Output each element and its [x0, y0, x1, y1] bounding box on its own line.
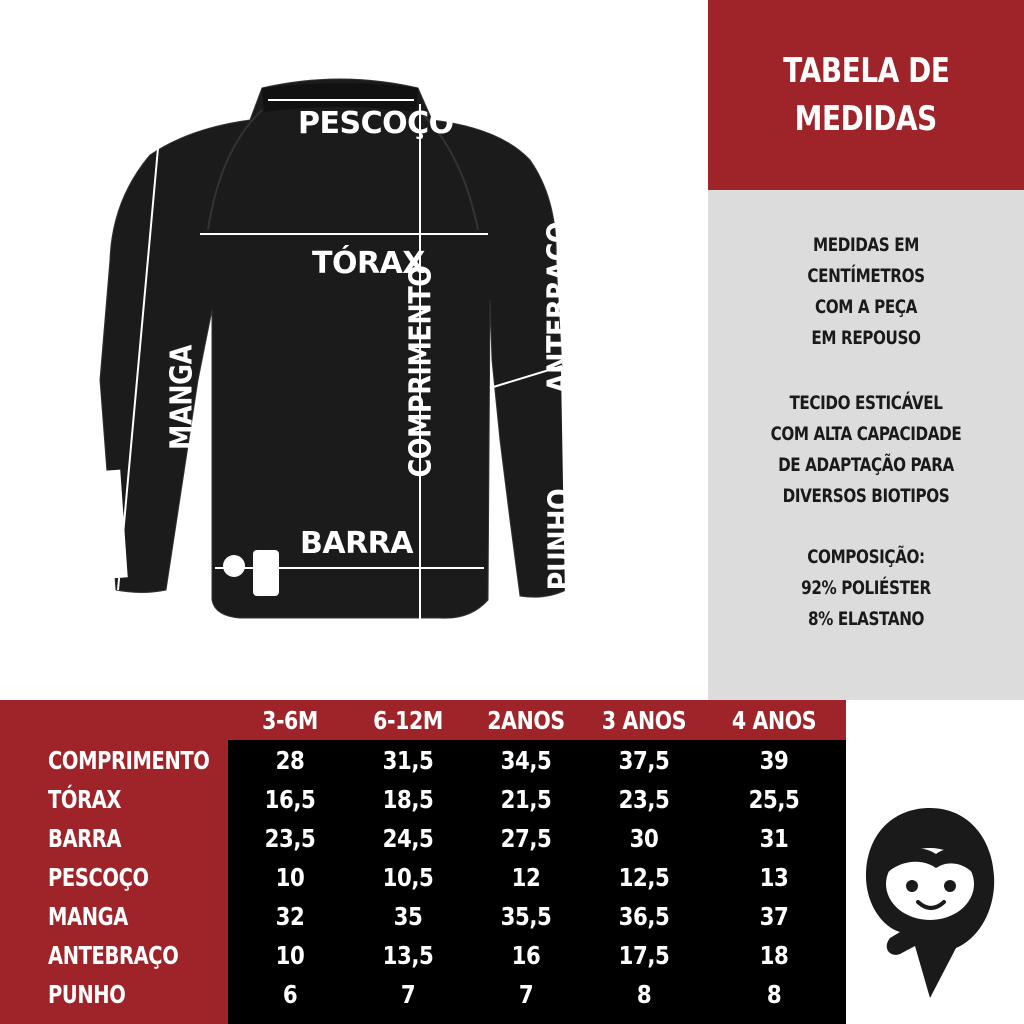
- row-label: PESCOÇO: [48, 863, 149, 892]
- table-cell: 7: [400, 980, 416, 1009]
- table-cell: 36,5: [618, 902, 670, 931]
- table-cell: 31: [759, 824, 789, 853]
- column-header: 6-12M: [373, 706, 443, 735]
- cuff-label: PUNHO: [542, 488, 578, 591]
- info-units: [708, 230, 1024, 354]
- table-cell: 39: [759, 746, 789, 775]
- hem-label: BARRA: [300, 526, 414, 561]
- chest-label: TÓRAX: [312, 246, 425, 281]
- table-cell: 6: [282, 980, 298, 1009]
- info-line: CENTÍMETROS: [807, 265, 925, 287]
- table-cell: 31,5: [382, 746, 434, 775]
- neck-label: PESCOÇO: [298, 106, 454, 141]
- table-cell: 23,5: [264, 824, 316, 853]
- table-cell: 18: [759, 941, 789, 970]
- table-cell: 12: [511, 863, 541, 892]
- row-label: MANGA: [48, 902, 128, 931]
- tempestal-mascot-icon: [860, 798, 1000, 998]
- info-line: MEDIDAS EM: [813, 234, 919, 256]
- table-cell: 37,5: [618, 746, 670, 775]
- info-line: 92% POLIÉSTER: [801, 577, 931, 599]
- column-header: 4 ANOS: [731, 706, 817, 735]
- info-composition: [708, 542, 1024, 635]
- table-cell: 13,5: [382, 941, 434, 970]
- table-cell: 7: [518, 980, 534, 1009]
- info-line: COMPOSIÇÃO:: [807, 546, 925, 568]
- info-line: EM REPOUSO: [811, 327, 921, 349]
- column-header: 3 ANOS: [601, 706, 687, 735]
- info-panel: [708, 190, 1024, 700]
- table-cell: 16,5: [264, 785, 316, 814]
- info-line: COM ALTA CAPACIDADE: [770, 423, 962, 445]
- shirt-drawing: [0, 0, 708, 700]
- info-line: DIVERSOS BIOTIPOS: [782, 485, 950, 507]
- table-cell: 10: [275, 941, 305, 970]
- title-line-1: TABELA DE: [782, 51, 950, 91]
- table-cell: 35: [393, 902, 423, 931]
- info-line: DE ADAPTAÇÃO PARA: [778, 454, 954, 476]
- table-cell: 16: [511, 941, 541, 970]
- table-cell: 37: [759, 902, 789, 931]
- title-box: [708, 0, 1024, 190]
- table-cell: 35,5: [500, 902, 552, 931]
- table-cell: 8: [636, 980, 652, 1009]
- column-header: 3-6M: [262, 706, 318, 735]
- shirt-illustration: [0, 0, 708, 700]
- sleeve-label: MANGA: [164, 344, 200, 451]
- table-cell: 17,5: [618, 941, 670, 970]
- info-line: 8% ELASTANO: [807, 608, 925, 630]
- table-cell: 28: [275, 746, 305, 775]
- info-line: TECIDO ESTICÁVEL: [789, 392, 943, 414]
- row-label: COMPRIMENTO: [48, 746, 210, 775]
- table-cell: 25,5: [748, 785, 800, 814]
- table-cell: 18,5: [382, 785, 434, 814]
- table-cell: 8: [766, 980, 782, 1009]
- table-cell: 32: [275, 902, 305, 931]
- table-cell: 10: [275, 863, 305, 892]
- table-cell: 13: [759, 863, 789, 892]
- table-cell: 21,5: [500, 785, 552, 814]
- title-line-2: MEDIDAS: [794, 99, 938, 139]
- row-label: BARRA: [48, 824, 122, 853]
- info-fabric: [708, 388, 1024, 512]
- table-cell: 12,5: [618, 863, 670, 892]
- table-cell: 34,5: [500, 746, 552, 775]
- table-cell: 30: [629, 824, 659, 853]
- table-cell: 27,5: [500, 824, 552, 853]
- row-label: TÓRAX: [48, 785, 122, 814]
- forearm-label: ANTEBRAÇO: [541, 221, 577, 394]
- row-label: ANTEBRAÇO: [48, 941, 179, 970]
- table-cell: 24,5: [382, 824, 434, 853]
- length-label: COMPRIMENTO: [403, 265, 439, 478]
- column-header: 2ANOS: [487, 706, 565, 735]
- row-label: PUNHO: [48, 980, 126, 1009]
- table-cell: 10,5: [382, 863, 434, 892]
- info-line: COM A PEÇA: [815, 296, 917, 318]
- table-cell: 23,5: [618, 785, 670, 814]
